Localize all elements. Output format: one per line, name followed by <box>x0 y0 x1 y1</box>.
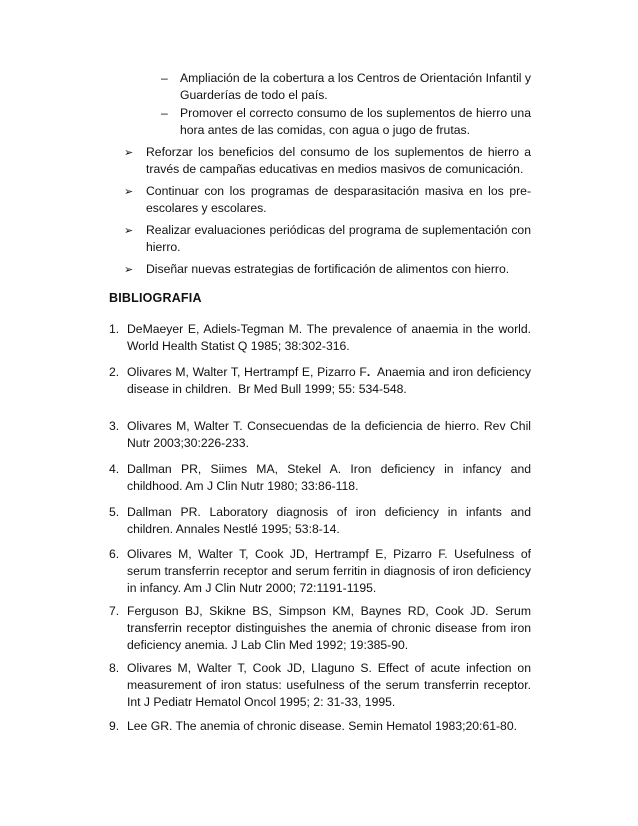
reference-item <box>109 660 531 711</box>
reference-number: 4. <box>109 462 120 476</box>
arrow-bullet-icon: ➢ <box>124 146 134 159</box>
reference-text: DeMaeyer E, Adiels-Tegman M. The prevalence of anaemia in the world. World Health Statist Q 1985; 38:302-316. <box>127 322 531 353</box>
arrow-list-item <box>124 144 531 178</box>
reference-number: 2. <box>109 365 120 379</box>
reference-number: 1. <box>109 322 120 336</box>
reference-item <box>109 364 535 398</box>
reference-number: 6. <box>109 547 120 561</box>
reference-item <box>109 718 531 735</box>
reference-text: Ferguson BJ, Skikne BS, Simpson KM, Baynes RD, Cook JD. Serum transferrin receptor distinguishes the anemia of chronic disease from iron deficiency anemia. J Lab Clin Med 1992; 19:385-90. <box>127 604 531 652</box>
arrow-list-item <box>124 222 531 256</box>
reference-item <box>109 461 531 495</box>
reference-number: 7. <box>109 604 120 618</box>
reference-item <box>109 418 531 452</box>
bibliography-heading: BIBLIOGRAFIA <box>109 291 202 305</box>
reference-item <box>109 504 531 538</box>
reference-number: 3. <box>109 419 120 433</box>
reference-title: Anaemia and iron deficiency disease in children. Br Med Bull 1999; 55: 534-548. <box>127 365 535 396</box>
dash-list-item <box>161 105 531 139</box>
arrow-item-text: Continuar con los programas de desparasitación masiva en los pre-escolares y escolares. <box>146 184 531 215</box>
reference-text: Dallman PR. Laboratory diagnosis of iron deficiency in infants and children. Annales Nestlé 1995; 53:8-14. <box>127 505 531 536</box>
arrow-list-item <box>124 261 531 278</box>
dash-item-text: Ampliación de la cobertura a los Centros de Orientación Infantil y Guarderías de todo el país. <box>180 71 531 102</box>
dash-list-item <box>161 70 531 104</box>
arrow-item-text: Diseñar nuevas estrategias de fortificación de alimentos con hierro. <box>146 262 510 276</box>
reference-item <box>109 546 531 597</box>
reference-text: Olivares M, Walter T. Consecuendas de la deficiencia de hierro. Rev Chil Nutr 2003;30:226-233. <box>127 419 531 450</box>
reference-number: 8. <box>109 661 120 675</box>
reference-item <box>109 603 531 654</box>
reference-text: Olivares M, Walter T, Cook JD, Hertrampf E, Pizarro F. Usefulness of serum transferrin receptor and serum ferritin in diagnosis of iron deficiency in infancy. Am J Clin Nutr 2000; 72:1191-1195. <box>127 547 531 595</box>
arrow-bullet-icon: ➢ <box>124 263 134 276</box>
dash-marker: – <box>161 71 168 85</box>
arrow-bullet-icon: ➢ <box>124 224 134 237</box>
reference-bold-period: . <box>366 365 371 379</box>
reference-text: Olivares M, Walter T, Cook JD, Llaguno S. Effect of acute infection on measurement of iron status: usefulness of the serum transferrin receptor. Int J Pediatr Hematol Oncol 1995; 2: 31-33, 1995. <box>127 661 531 709</box>
dash-marker: – <box>161 106 168 120</box>
arrow-list-item <box>124 183 531 217</box>
reference-number: 9. <box>109 719 120 733</box>
reference-text: Dallman PR, Siimes MA, Stekel A. Iron deficiency in infancy and childhood. Am J Clin Nutr 1980; 33:86-118. <box>127 462 531 493</box>
arrow-bullet-icon: ➢ <box>124 185 134 198</box>
reference-authors: Olivares M, Walter T, Hertrampf E, Pizarro F <box>127 365 367 379</box>
reference-number: 5. <box>109 505 120 519</box>
arrow-item-text: Reforzar los beneficios del consumo de los suplementos de hierro a través de campañas educativas en medios masivos de comunicación. <box>146 145 531 176</box>
dash-item-text: Promover el correcto consumo de los suplementos de hierro una hora antes de las comidas, con agua o jugo de frutas. <box>180 106 531 137</box>
reference-item <box>109 321 531 355</box>
reference-text <box>127 364 535 398</box>
arrow-item-text: Realizar evaluaciones periódicas del programa de suplementación con hierro. <box>146 223 531 254</box>
reference-text: Lee GR. The anemia of chronic disease. Semin Hematol 1983;20:61-80. <box>127 719 517 733</box>
